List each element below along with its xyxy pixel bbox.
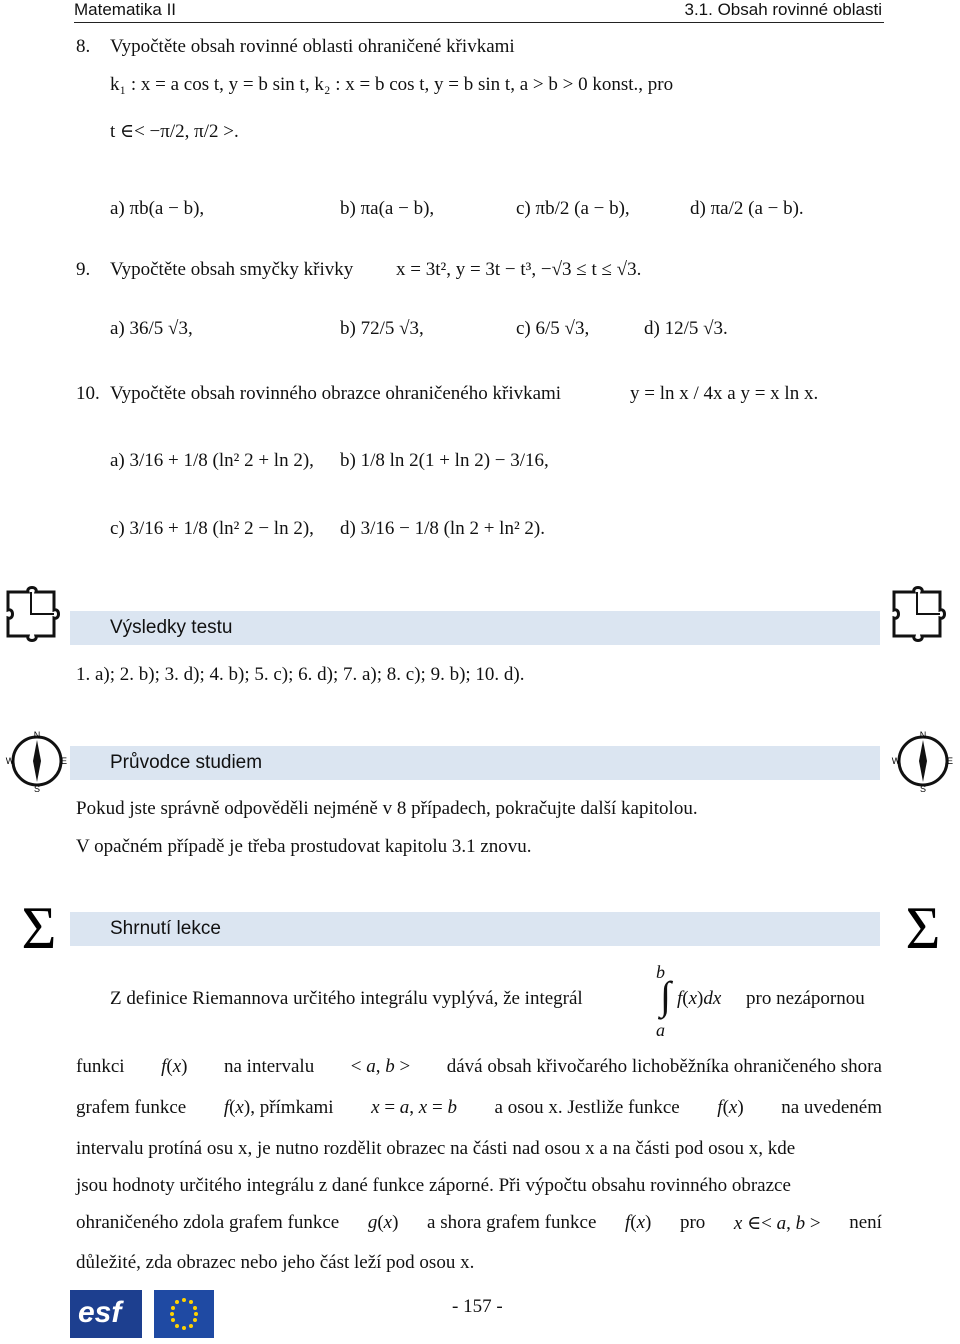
integral-upper: b <box>656 962 665 982</box>
q10-option-d: d) 3/16 − 1/8 (ln 2 + ln² 2). <box>340 518 545 539</box>
q8-text: Vypočtěte obsah rovinné oblasti ohraničené křivkami <box>110 36 515 57</box>
q9-formula: x = 3t², y = 3t − t³, −√3 ≤ t ≤ √3. <box>396 259 642 280</box>
svg-text:W: W <box>5 756 15 766</box>
q8-option-c: c) πb/2 (a − b), <box>516 198 630 219</box>
q10-text: Vypočtěte obsah rovinného obrazce ohraničeného křivkami <box>110 383 562 404</box>
q9-option-a: a) 36/5 √3, <box>110 318 193 339</box>
summary-title: Shrnutí lekce <box>110 918 221 939</box>
q10-number: 10. <box>76 383 100 404</box>
sigma-icon <box>6 892 72 958</box>
header-right: 3.1. Obsah rovinné oblasti <box>684 0 882 19</box>
q8-option-a: a) πb(a − b), <box>110 198 205 219</box>
summary-line-4: intervalu protíná osu x, je nutno rozdělit obrazec na části nad osou x a na části pod osou x, kde <box>76 1138 796 1159</box>
q8-option-d: d) πa/2 (a − b). <box>690 198 804 219</box>
puzzle-icon <box>4 582 70 648</box>
q10-option-b: b) 1/8 ln 2(1 + ln 2) − 3/16, <box>340 450 549 471</box>
svg-text:W: W <box>891 756 901 766</box>
svg-text:N: N <box>33 730 41 740</box>
svg-text:Σ: Σ <box>905 895 941 958</box>
summary-line-3: grafem funkce f(x), přímkami x = a, x = b a osou x. Jestliže funkce f(x) na uvedeném <box>76 1097 882 1118</box>
q8-number: 8. <box>76 36 91 57</box>
q9-option-b: b) 72/5 √3, <box>340 318 424 339</box>
svg-text:Σ: Σ <box>21 895 57 958</box>
q10-formula: y = ln x / 4x a y = x ln x. <box>630 383 819 404</box>
summary-p1b: pro nezápornou <box>746 988 865 1009</box>
integral-lower: a <box>656 1020 665 1040</box>
svg-text:E: E <box>946 756 954 766</box>
integral-sign: ∫ <box>660 973 671 1018</box>
results-title: Výsledky testu <box>110 617 233 638</box>
q9-text: Vypočtěte obsah smyčky křivky <box>110 259 354 280</box>
svg-text:E: E <box>60 756 68 766</box>
summary-line-6: ohraničeného zdola grafem funkce g(x) a shora grafem funkce f(x) pro x ∈< a, b > není <box>76 1212 882 1234</box>
guide-line-2: V opačném případě je třeba prostudovat kapitolu 3.1 znovu. <box>76 836 532 857</box>
svg-text:S: S <box>33 784 41 794</box>
esf-logo: esf <box>70 1290 142 1338</box>
q9-option-d: d) 12/5 √3. <box>644 318 728 339</box>
page-number: - 157 - <box>452 1296 503 1317</box>
q8-curves: k₁ : x = a cos t, y = b sin t, k₂ : x = b cos t, y = b sin t, a > b > 0 konst., pro <box>110 74 674 95</box>
guide-title: Průvodce studiem <box>110 752 263 773</box>
q8-interval: t ∈< −π/2, π/2 >. <box>110 121 239 142</box>
q8-option-b: b) πa(a − b), <box>340 198 435 219</box>
puzzle-icon <box>890 582 956 648</box>
summary-line-7: důležité, zda obrazec nebo jeho část leží pod osou x. <box>76 1252 475 1273</box>
compass-icon <box>890 728 956 794</box>
q9-option-c: c) 6/5 √3, <box>516 318 590 339</box>
q10-option-c: c) 3/16 + 1/8 (ln² 2 − ln 2), <box>110 518 314 539</box>
compass-icon <box>4 728 70 794</box>
results-answers: 1. a); 2. b); 3. d); 4. b); 5. c); 6. d); 7. a); 8. c); 9. b); 10. d). <box>76 664 525 685</box>
q10-option-a: a) 3/16 + 1/8 (ln² 2 + ln 2), <box>110 450 314 471</box>
header-left: Matematika II <box>74 0 177 19</box>
eu-flag-icon <box>154 1290 214 1338</box>
summary-p1a: Z definice Riemannova určitého integrálu vyplývá, že integrál <box>110 988 583 1009</box>
summary-line-5: jsou hodnoty určitého integrálu z dané funkce záporné. Při výpočtu obsahu rovinného obrazce <box>76 1175 791 1196</box>
guide-line-1: Pokud jste správně odpověděli nejméně v 8 případech, pokračujte další kapitolou. <box>76 798 698 819</box>
sigma-icon <box>890 892 956 958</box>
summary-line-2: funkci f(x) na intervalu < a, b > dává obsah křivočarého lichoběžníka ohraničeného shora <box>76 1056 882 1077</box>
q9-number: 9. <box>76 259 91 280</box>
integral-body: f(x)dx <box>677 988 722 1009</box>
header-rule <box>74 22 884 23</box>
svg-text:N: N <box>919 730 927 740</box>
svg-text:S: S <box>919 784 927 794</box>
